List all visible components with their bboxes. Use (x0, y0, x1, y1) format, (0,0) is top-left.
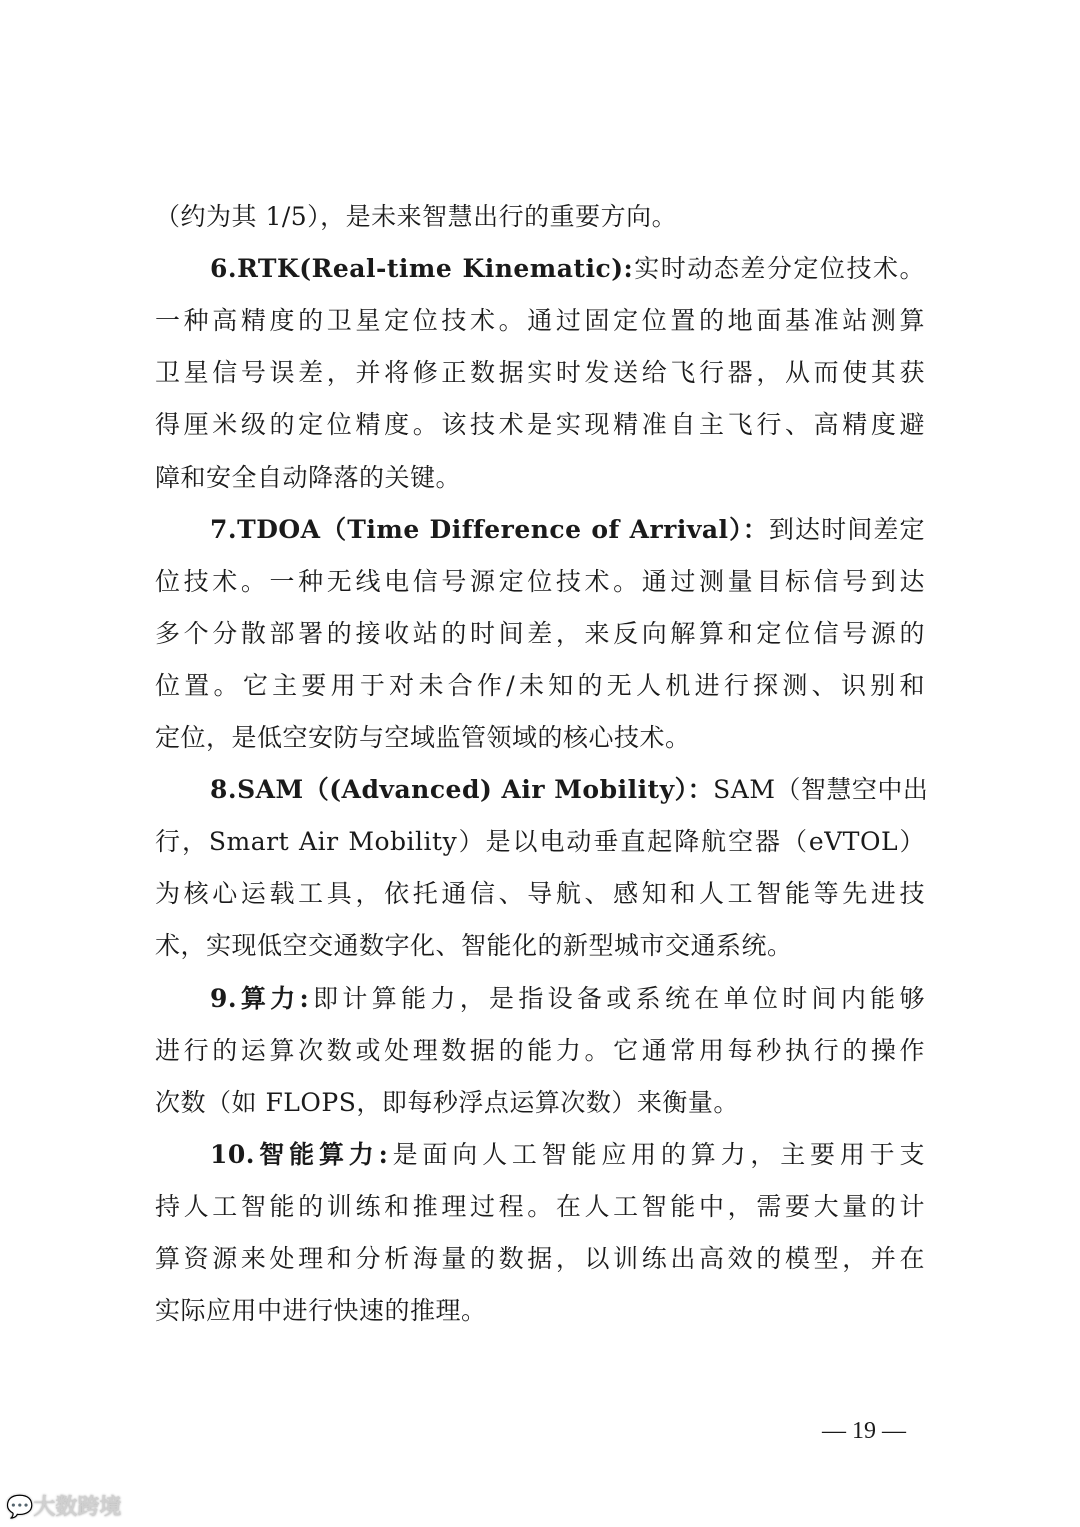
text-line (210, 1129, 925, 1181)
line-text: 位技术。一种无线电信号源定位技术。通过测量目标信号到达 (155, 566, 925, 596)
text-line (155, 868, 925, 920)
watermark-logo: 💬大数跨境 (6, 1495, 122, 1520)
text-line (155, 712, 925, 764)
text-line (155, 347, 925, 399)
line-text: 为核心运载工具，依托通信、导航、感知和人工智能等先进技 (155, 879, 925, 909)
line-text: 定位，是低空安防与空域监管领域的核心技术。 (155, 723, 691, 752)
line-text: 行，Smart Air Mobility）是以电动垂直起降航空器（eVTOL） (155, 827, 925, 857)
line-text: 到达时间差定 (768, 514, 925, 544)
line-text: 障和安全自动降落的关键。 (155, 462, 462, 492)
line-text: 是面向人工智能应用的算力，主要用于支 (388, 1139, 925, 1169)
line-text: 即计算能力，是指设备或系统在单位时间内能够 (309, 983, 925, 1013)
text-line (210, 504, 925, 556)
text-line (155, 920, 925, 972)
line-text: （约为其 1/5），是未来智慧出行的重要方向。 (155, 202, 678, 231)
line-text: 次数（如 FLOPS，即每秒浮点运算次数）来衡量。 (155, 1087, 739, 1117)
text-line (155, 1233, 925, 1285)
line-text: 术，实现低空交通数字化、智能化的新型城市交通系统。 (155, 931, 793, 961)
text-line (155, 295, 925, 347)
text-line (210, 973, 925, 1025)
line-text: 一种高精度的卫星定位技术。通过固定位置的地面基准站测算 (155, 306, 925, 336)
line-text: 实际应用中进行快速的推理。 (155, 1296, 487, 1326)
text-line (155, 556, 925, 608)
line-text: 多个分散部署的接收站的时间差，来反向解算和定位信号源的 (155, 618, 925, 648)
term-label: 10.智能算力: (210, 1139, 389, 1169)
line-text: 实时动态差分定位技术。 (633, 254, 925, 284)
text-line (155, 399, 925, 451)
line-text: 得厘米级的定位精度。该技术是实现精准自主飞行、高精度避 (155, 410, 925, 440)
text-line (155, 1077, 925, 1129)
term-label: 7.TDOA（Time Difference of Arrival）： (210, 514, 769, 544)
line-text: 进行的运算次数或处理数据的能力。它通常用每秒执行的操作 (155, 1035, 925, 1065)
term-label: 8.SAM（(Advanced) Air Mobility）： (210, 775, 714, 805)
text-line (155, 816, 925, 868)
line-text: 位置。它主要用于对未合作/未知的无人机进行探测、识别和 (155, 670, 925, 700)
line-text: 算资源来处理和分析海量的数据，以训练出高效的模型，并在 (155, 1244, 925, 1273)
term-label: 9.算力: (210, 983, 310, 1013)
text-line (155, 1025, 925, 1077)
text-line (210, 764, 929, 816)
text-line (155, 1285, 925, 1337)
text-line (210, 243, 925, 295)
text-line (155, 608, 925, 660)
line-text: 持人工智能的训练和推理过程。在人工智能中，需要大量的计 (155, 1191, 925, 1221)
text-line (155, 191, 925, 243)
text-line (155, 452, 925, 504)
term-label: 6.RTK(Real-time Kinematic): (210, 254, 634, 284)
text-line (155, 1181, 925, 1233)
watermark-text: 大数跨境 (33, 1495, 122, 1520)
text-line (155, 660, 925, 712)
line-text: 卫星信号误差，并将修正数据实时发送给飞行器，从而使其获 (155, 358, 925, 388)
line-text: SAM（智慧空中出 (713, 775, 929, 805)
page-number: — 19 — (822, 1418, 906, 1444)
